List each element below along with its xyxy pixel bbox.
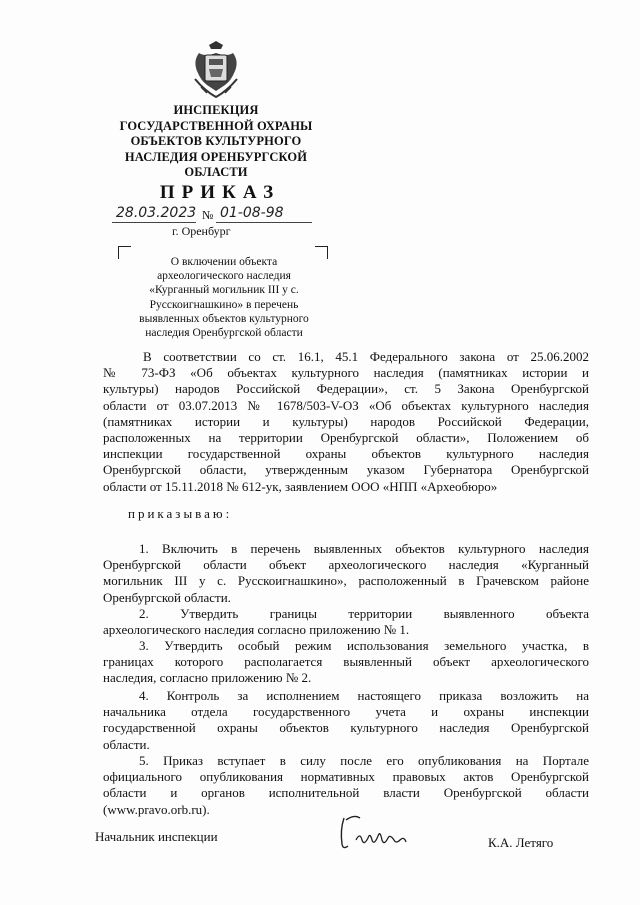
- subject-line: наследия Оренбургской области: [145, 327, 303, 340]
- item-line: 3. Утвердить особый режим использования земельного участка, в: [139, 638, 589, 653]
- preamble-line: № 73-ФЗ «Об объектах культурного наследия (памятниках истории и: [103, 365, 589, 381]
- signatory-name: К.А. Летяго: [488, 835, 554, 850]
- signatory-title: Начальник инспекции: [95, 829, 218, 844]
- preamble-line: области от 15.11.2018 № 612-ук, заявлением ООО «НПП «Археобюро»: [103, 478, 498, 494]
- handwritten-signature: [334, 810, 414, 856]
- item-line: области и органов исполнительной власти Оренбургской области: [103, 785, 589, 801]
- item-line: (www.pravo.orb.ru).: [103, 801, 210, 817]
- item-line: государственной охраны объектов культурного наследия Оренбургской: [103, 720, 589, 736]
- item-line: 1. Включить в перечень выявленных объектов культурного наследия: [139, 541, 589, 556]
- item-line: Оренбургской области.: [103, 589, 231, 605]
- org-line: ИНСПЕКЦИЯ: [173, 103, 259, 117]
- item-line: 4. Контроль за исполнением настоящего приказа возложить на: [139, 688, 589, 703]
- item-line: начальника отдела государственного учета и охраны инспекции: [103, 704, 589, 720]
- subject-line: Русскоигнашкино» в перечень: [149, 298, 299, 311]
- order-item-3: [103, 638, 589, 687]
- item-line: границах которого располагается выявленный объект археологического: [103, 654, 589, 670]
- document-subject: [116, 255, 332, 340]
- document-type-title: ПРИКАЗ: [159, 182, 281, 203]
- orders-word: приказываю:: [128, 506, 233, 521]
- coat-of-arms-icon: [191, 41, 241, 99]
- document-date: 28.03.2023: [116, 205, 197, 221]
- item-line: археологического наследия согласно приложению № 1.: [103, 622, 410, 638]
- org-line: ОБЪЕКТОВ КУЛЬТУРНОГО: [130, 134, 302, 148]
- preamble-line: области от 03.07.2013 № 1678/503-V-ОЗ «Об объектах культурного наследия: [103, 397, 589, 413]
- date-number-line: [112, 205, 322, 225]
- item-line: области.: [103, 736, 150, 752]
- order-item-5: [103, 753, 589, 818]
- organization-name: [106, 103, 326, 181]
- item-line: 5. Приказ вступает в силу после его опубликования на Портале: [139, 753, 589, 768]
- item-line: могильник III у с. Русскоигнашкино», расположенный в Грачевском районе: [103, 573, 589, 589]
- preamble-line: (памятниках истории и культуры) народов Российской Федерации,: [103, 413, 589, 429]
- org-line: ОБЛАСТИ: [184, 165, 248, 179]
- subject-line: О включении объекта: [170, 256, 278, 268]
- subject-line: выявленных объектов культурного: [139, 312, 309, 325]
- subject-line: археологического наследия: [157, 270, 291, 283]
- subject-line: «Курганный могильник III у с.: [149, 284, 299, 297]
- preamble-line: расположенных на территории Оренбургской области», Положением об: [103, 430, 589, 446]
- item-line: наследия, согласно приложению № 2.: [103, 670, 312, 686]
- preamble-line: инспекции государственной охраны объектов культурного наследия: [103, 446, 589, 462]
- preamble-line: культуры) народов Российской Федерации», ст. 5 Закона Оренбургской: [103, 381, 589, 397]
- date-underline: [112, 222, 196, 223]
- org-line: ГОСУДАРСТВЕННОЙ ОХРАНЫ: [119, 118, 313, 133]
- preamble: [103, 349, 589, 495]
- number-underline: [216, 222, 312, 223]
- item-line: Оренбургской области объект археологического наследия «Курганный: [103, 557, 589, 573]
- preamble-line: Оренбургской области, утвержденным указом Губернатора Оренбургской: [103, 462, 589, 478]
- order-item-2: [103, 606, 589, 638]
- org-line: НАСЛЕДИЯ ОРЕНБУРГСКОЙ: [124, 149, 308, 164]
- item-line: 2. Утвердить границы территории выявленного объекта: [139, 606, 589, 621]
- item-line: официального опубликования нормативных правовых актов Оренбургской: [103, 769, 589, 785]
- document-number: 01-08-98: [220, 205, 284, 221]
- order-item-1: [103, 541, 589, 606]
- number-sign: №: [202, 208, 214, 222]
- order-item-4: [103, 688, 589, 753]
- preamble-line: В соответствии со ст. 16.1, 45.1 Федерального закона от 25.06.2002: [143, 349, 589, 364]
- city: г. Оренбург: [172, 224, 231, 238]
